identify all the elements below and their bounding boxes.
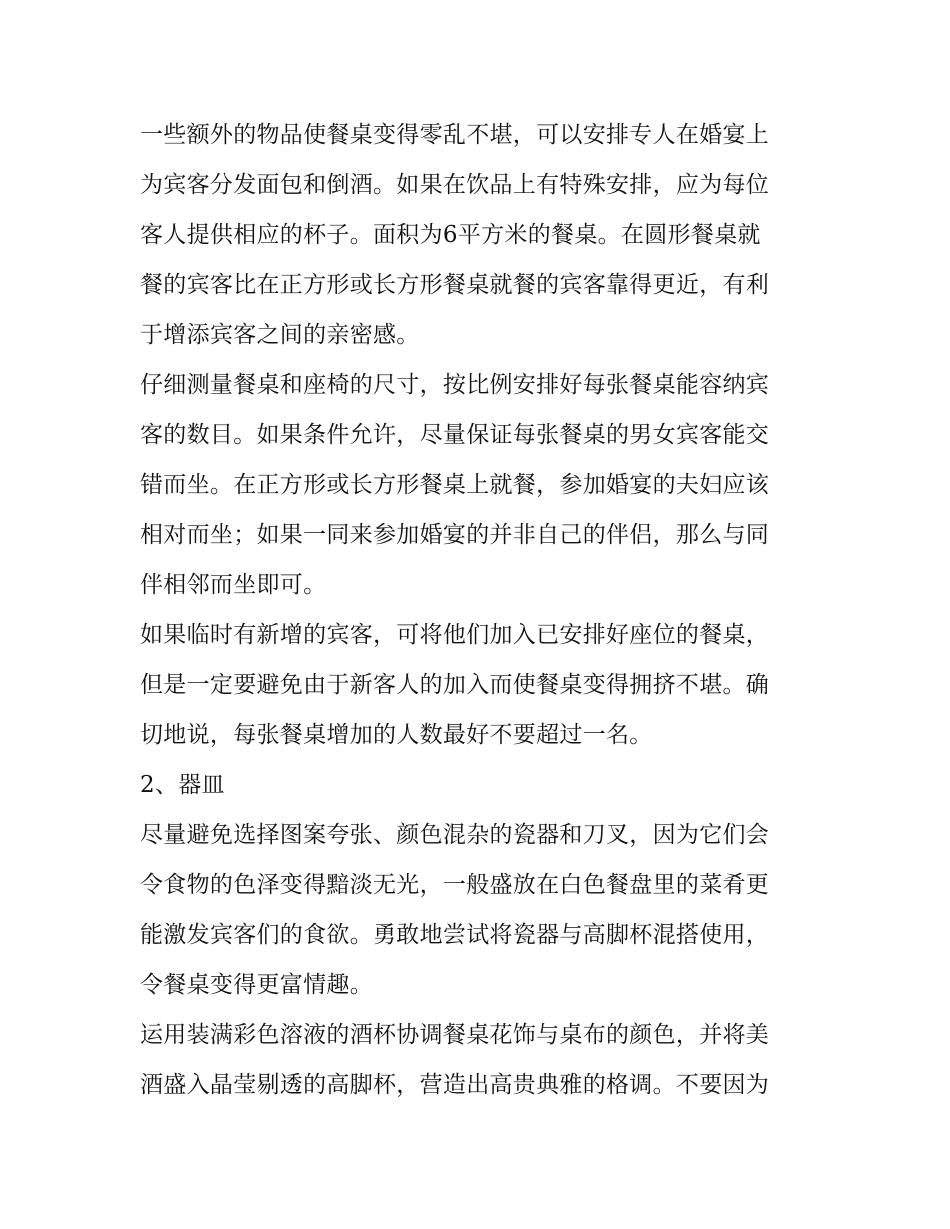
text-line: 切地说，每张餐桌增加的人数最好不要超过一名。 (140, 722, 653, 748)
text-line: 但是一定要避免由于新客人的加入而使餐桌变得拥挤不堪。确 (140, 672, 770, 698)
text-line: 仔细测量餐桌和座椅的尺寸，按比例安排好每张餐桌能容纳宾 (140, 372, 770, 398)
text-line: 为宾客分发面包和倒酒。如果在饮品上有特殊安排，应为每位 (140, 172, 770, 198)
text-line: 运用装满彩色溶液的酒杯协调餐桌花饰与桌布的颜色，并将美 (140, 1022, 770, 1048)
text-line: 令食物的色泽变得黯淡无光，一般盛放在白色餐盘里的菜肴更 (140, 872, 770, 898)
section-heading: 2、器皿 (140, 772, 225, 798)
text-line: 令餐桌变得更富情趣。 (140, 972, 373, 998)
text-line: 于增添宾客之间的亲密感。 (140, 322, 420, 348)
document-body (140, 110, 810, 1110)
text-line: 错而坐。在正方形或长方形餐桌上就餐，参加婚宴的夫妇应该 (140, 472, 770, 498)
text-line: 如果临时有新增的宾客，可将他们加入已安排好座位的餐桌， (140, 622, 770, 648)
text-line: 一些额外的物品使餐桌变得零乱不堪，可以安排专人在婚宴上 (140, 122, 770, 148)
text-line: 餐的宾客比在正方形或长方形餐桌就餐的宾客靠得更近，有利 (140, 272, 770, 298)
text-line: 尽量避免选择图案夸张、颜色混杂的瓷器和刀叉，因为它们会 (140, 822, 770, 848)
text-line: 相对而坐；如果一同来参加婚宴的并非自己的伴侣，那么与同 (140, 522, 770, 548)
text-line: 客的数目。如果条件允许，尽量保证每张餐桌的男女宾客能交 (140, 422, 770, 448)
text-line: 酒盛入晶莹剔透的高脚杯，营造出高贵典雅的格调。不要因为 (140, 1072, 770, 1098)
text-line: 能激发宾客们的食欲。勇敢地尝试将瓷器与高脚杯混搭使用， (140, 922, 770, 948)
text-line: 客人提供相应的杯子。面积为6平方米的餐桌。在圆形餐桌就 (140, 222, 761, 248)
text-line: 伴相邻而坐即可。 (140, 572, 327, 598)
